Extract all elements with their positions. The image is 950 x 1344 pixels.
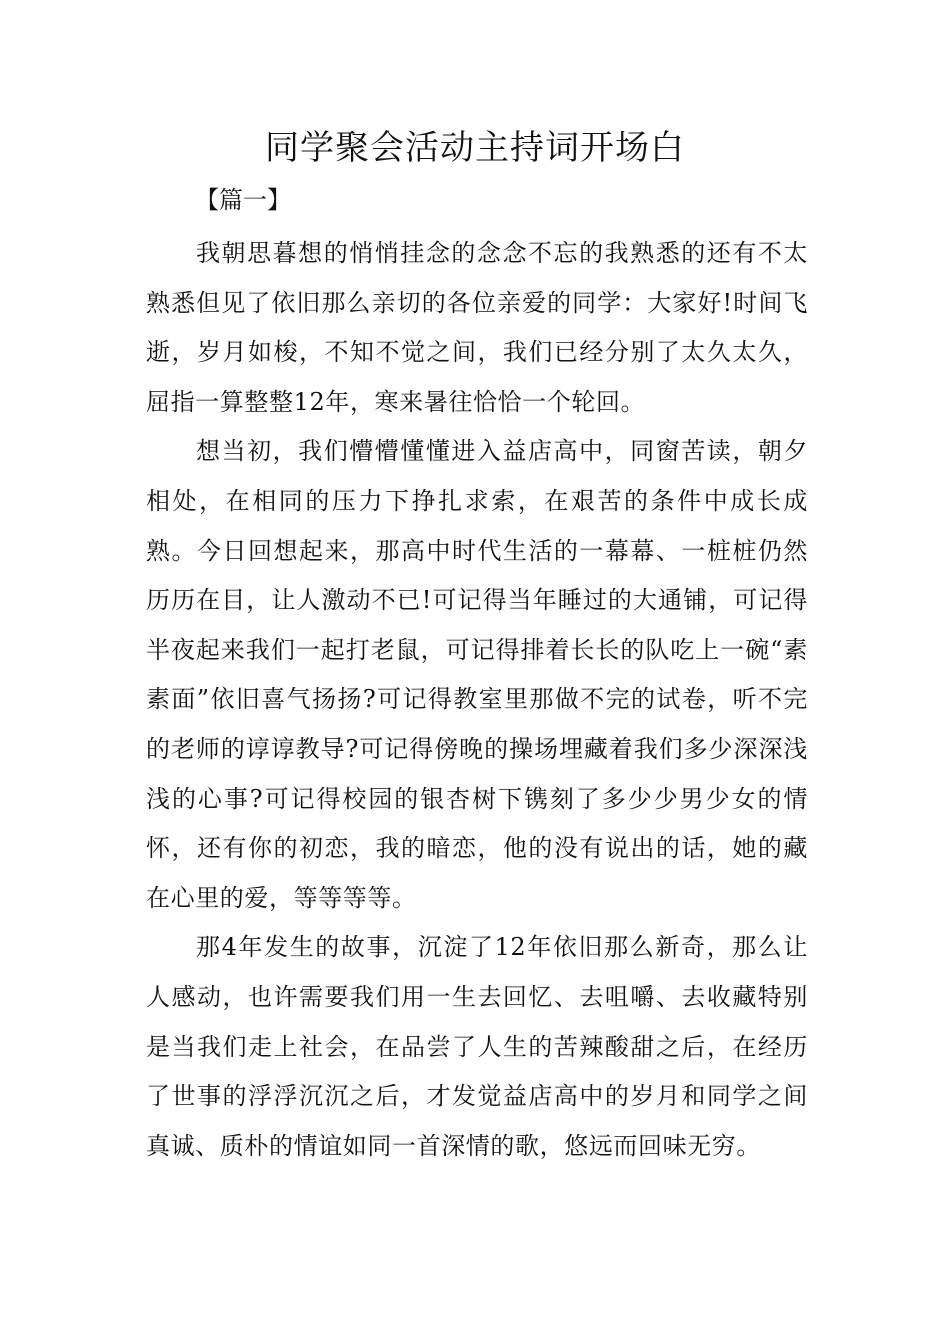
paragraph-3: 那4年发生的故事，沉淀了12年依旧那么新奇，那么让人感动，也许需要我们用一生去回忆、去咀嚼、去收藏特别是当我们走上社会，在品尝了人生的苦辣酸甜之后，在经历了世事的浮浮沉沉之后，才发觉益店高中的岁月和同学之间真诚、质朴的情谊如同一首深情的歌，悠远而回味无穷。 [146, 933, 808, 1160]
section-label: 【篇一】 [195, 186, 291, 214]
document-body [146, 229, 808, 1171]
paragraph-2: 想当初，我们懵懵懂懂进入益店高中，同窗苦读，朝夕相处，在相同的压力下挣扎求索，在艰苦的条件中成长成熟。今日回想起来，那高中时代生活的一幕幕、一桩桩仍然历历在目，让人激动不已!可记得当年睡过的大通铺，可记得半夜起来我们一起打老鼠，可记得排着长长的队吃上一碗“素素面”依旧喜气扬扬?可记得教室里那做不完的试卷，听不完的老师的谆谆教导?可记得傍晚的操场埋藏着我们多少深深浅浅的心事?可记得校园的银杏树下镌刻了多少少男少女的情怀，还有你的初恋，我的暗恋，他的没有说出的话，她的藏在心里的爱，等等等等。 [146, 437, 808, 912]
paragraph-1: 我朝思暮想的悄悄挂念的念念不忘的我熟悉的还有不太熟悉但见了依旧那么亲切的各位亲爱的同学：大家好!时间飞逝，岁月如梭，不知不觉之间，我们已经分别了太久太久，屈指一算整整12年，寒来暑往恰恰一个轮回。 [146, 239, 808, 416]
document-title: 同学聚会活动主持词开场白 [265, 128, 685, 168]
